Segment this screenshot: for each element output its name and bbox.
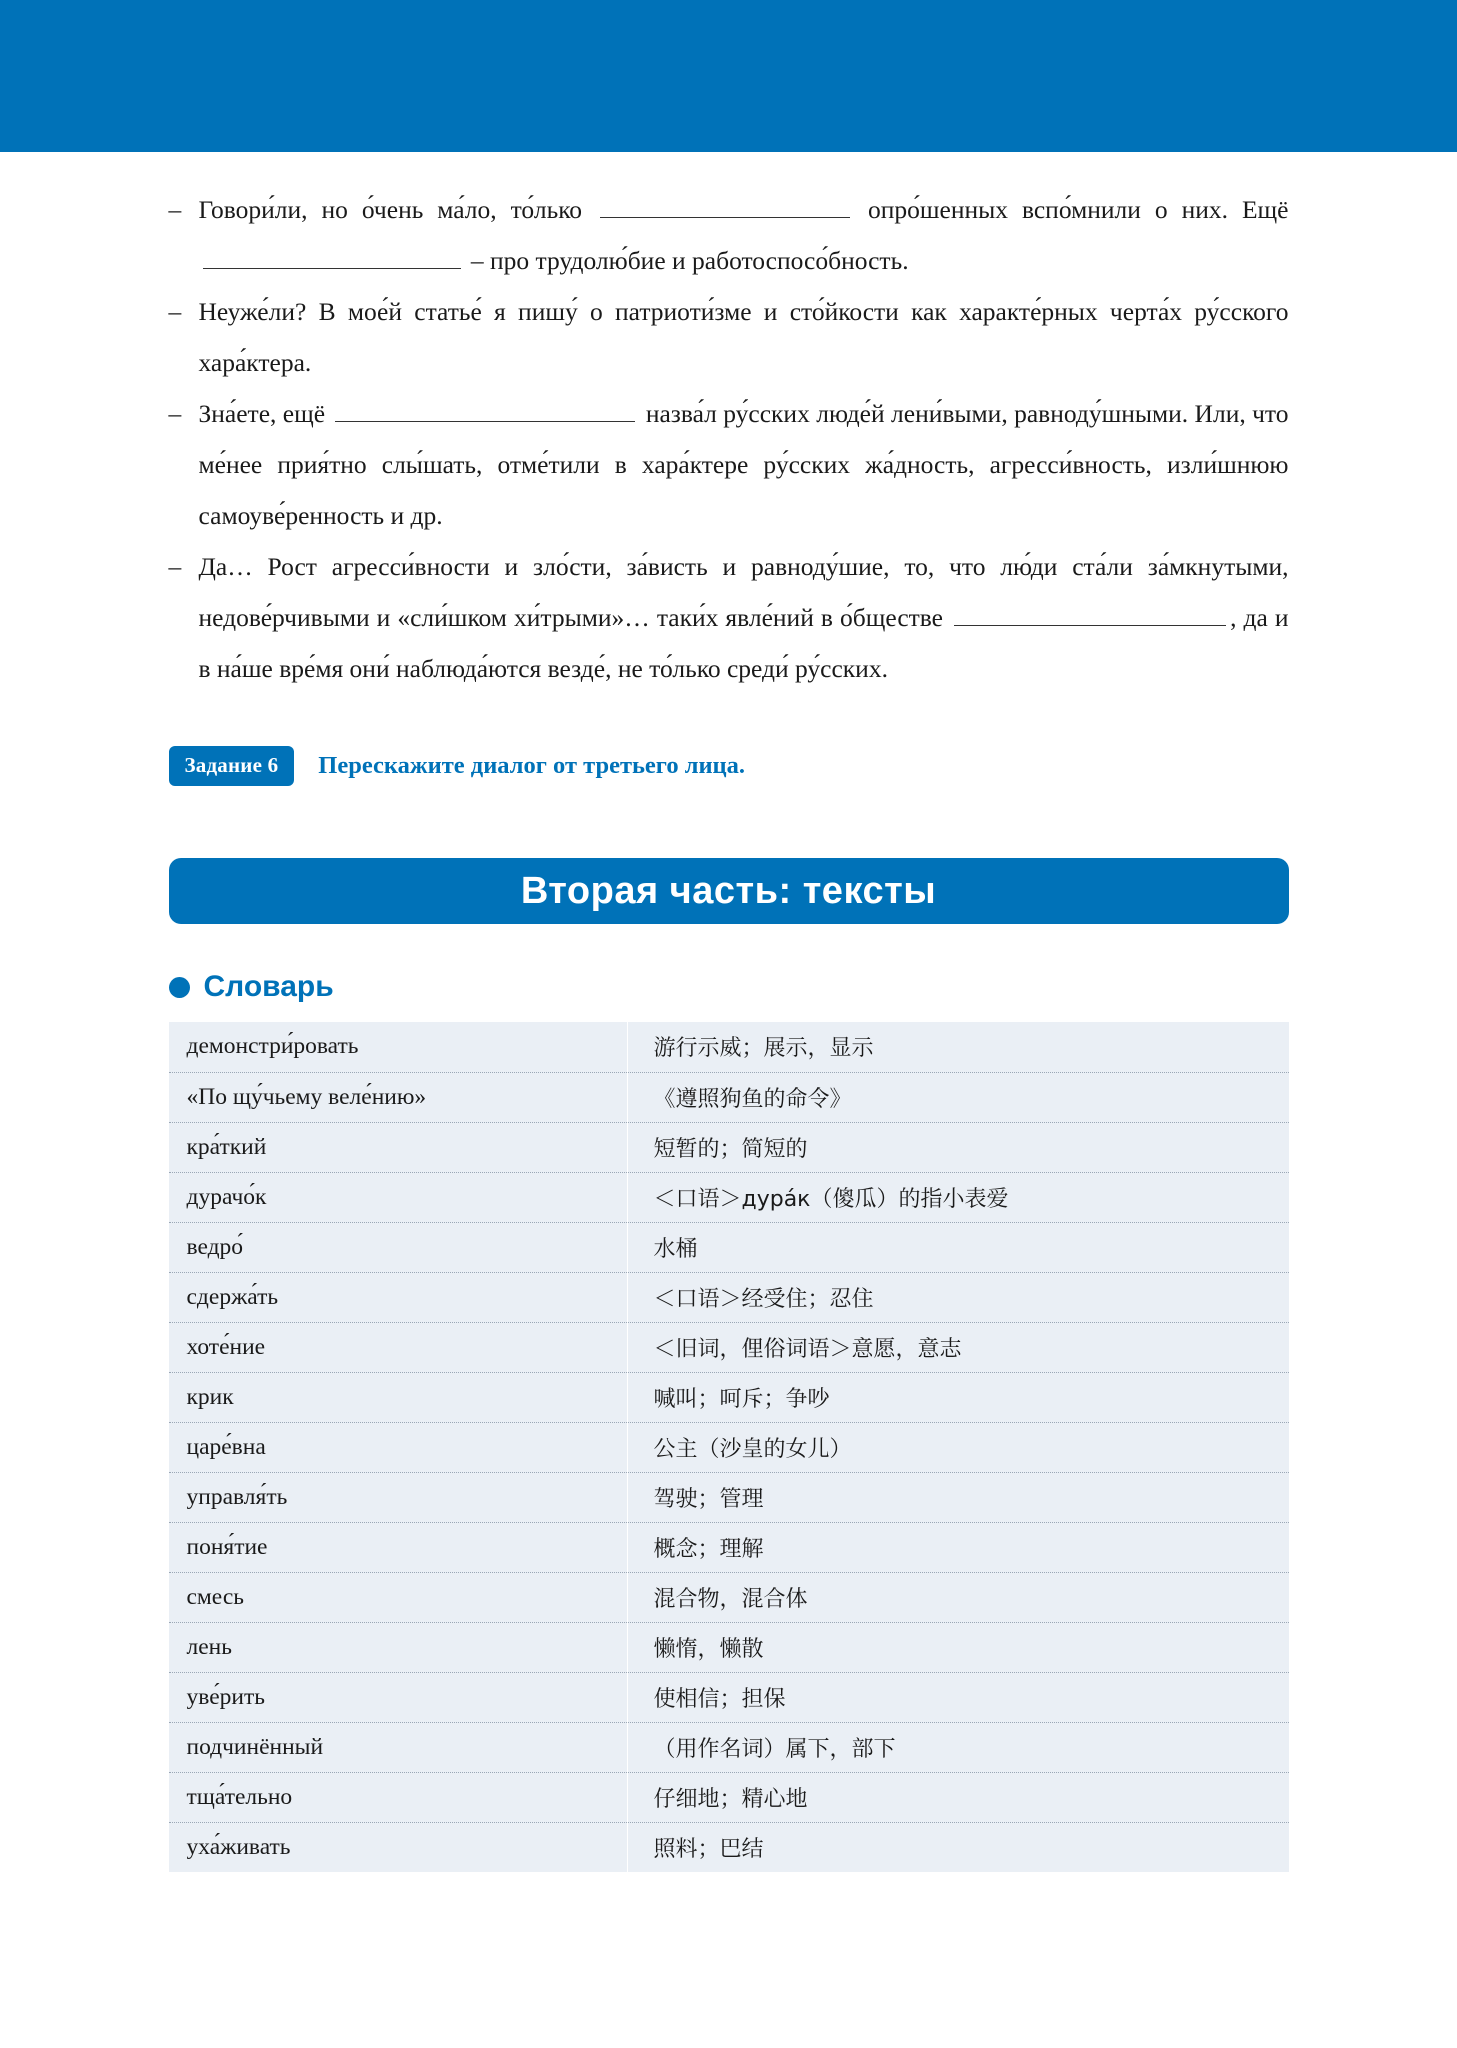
table-row bbox=[169, 1322, 1289, 1372]
vocabulary-term: дурачо́к bbox=[169, 1172, 628, 1222]
table-row bbox=[169, 1372, 1289, 1422]
vocabulary-gloss: 仔细地；精心地 bbox=[627, 1772, 1289, 1822]
vocabulary-gloss: 喊叫；呵斥；争吵 bbox=[627, 1372, 1289, 1422]
table-row bbox=[169, 1422, 1289, 1472]
dialogue-line bbox=[169, 541, 1289, 694]
vocabulary-gloss: 短暂的；简短的 bbox=[627, 1122, 1289, 1172]
vocabulary-term: управля́ть bbox=[169, 1472, 628, 1522]
vocabulary-heading-label: Словарь bbox=[203, 970, 334, 1003]
table-row bbox=[169, 1572, 1289, 1622]
table-row bbox=[169, 1772, 1289, 1822]
dialogue-dash: – bbox=[168, 195, 182, 224]
table-row bbox=[169, 1272, 1289, 1322]
vocabulary-term: демонстри́ровать bbox=[169, 1022, 628, 1072]
vocabulary-heading bbox=[169, 970, 1289, 1004]
vocabulary-gloss: （用作名词）属下，部下 bbox=[627, 1722, 1289, 1772]
table-row bbox=[169, 1822, 1289, 1872]
vocabulary-term: сдержа́ть bbox=[169, 1272, 628, 1322]
vocabulary-gloss: ＜口语＞经受住；忍住 bbox=[627, 1272, 1289, 1322]
dialogue-text: опро́шенных вспо́мнили о них. Ещё bbox=[854, 195, 1289, 224]
vocabulary-term: поня́тие bbox=[169, 1522, 628, 1572]
vocabulary-gloss: 水桶 bbox=[627, 1222, 1289, 1272]
vocabulary-term: уха́живать bbox=[169, 1822, 628, 1872]
fill-in-blank[interactable] bbox=[600, 191, 850, 218]
table-row bbox=[169, 1022, 1289, 1072]
dialogue-line bbox=[169, 286, 1289, 388]
vocabulary-gloss: 使相信；担保 bbox=[627, 1672, 1289, 1722]
table-row bbox=[169, 1622, 1289, 1672]
vocabulary-gloss: ＜口语＞дура́к（傻瓜）的指小表爱 bbox=[627, 1172, 1289, 1222]
vocabulary-gloss: 《遵照狗鱼的命令》 bbox=[627, 1072, 1289, 1122]
vocabulary-gloss: 游行示威；展示，显示 bbox=[627, 1022, 1289, 1072]
vocabulary-table-body bbox=[169, 1022, 1289, 1872]
page-body bbox=[0, 152, 1457, 1872]
vocabulary-term: хоте́ние bbox=[169, 1322, 628, 1372]
vocabulary-gloss: 公主（沙皇的女儿） bbox=[627, 1422, 1289, 1472]
vocabulary-term: лень bbox=[169, 1622, 628, 1672]
content-column bbox=[169, 152, 1289, 1872]
vocabulary-term: кра́ткий bbox=[169, 1122, 628, 1172]
table-row bbox=[169, 1672, 1289, 1722]
vocabulary-term: подчинённый bbox=[169, 1722, 628, 1772]
table-row bbox=[169, 1472, 1289, 1522]
vocabulary-term: ведро́ bbox=[169, 1222, 628, 1272]
dialogue-text: Зна́ете, ещё bbox=[198, 399, 332, 428]
task-badge: Задание 6 bbox=[169, 746, 295, 786]
page-header-band bbox=[0, 0, 1457, 152]
vocabulary-term: «По щу́чьему веле́нию» bbox=[169, 1072, 628, 1122]
fill-in-blank[interactable] bbox=[203, 242, 461, 269]
task-instruction: Перескажите диалог от третьего лица. bbox=[318, 752, 746, 779]
fill-in-blank[interactable] bbox=[335, 395, 635, 422]
dialogue-dash: – bbox=[168, 552, 182, 581]
vocabulary-gloss: ＜旧词，俚俗词语＞意愿，意志 bbox=[627, 1322, 1289, 1372]
dialogue-dash: – bbox=[168, 297, 182, 326]
dialogue-list bbox=[169, 184, 1289, 694]
vocabulary-gloss: 概念；理解 bbox=[627, 1522, 1289, 1572]
task-row bbox=[169, 746, 1289, 786]
table-row bbox=[169, 1222, 1289, 1272]
dialogue-line bbox=[169, 388, 1289, 541]
dialogue-text: Неуже́ли? В мое́й статье́ я пишу́ о патриоти́зме и сто́йкости как характе́рных черта́х ру́сского хара́ктера. bbox=[198, 297, 1289, 377]
table-row bbox=[169, 1122, 1289, 1172]
table-row bbox=[169, 1722, 1289, 1772]
vocabulary-term: тща́тельно bbox=[169, 1772, 628, 1822]
vocabulary-term: уве́рить bbox=[169, 1672, 628, 1722]
vocabulary-term: царе́вна bbox=[169, 1422, 628, 1472]
section-banner-title: Вторая часть: тексты bbox=[520, 869, 937, 912]
fill-in-blank[interactable] bbox=[954, 599, 1226, 626]
vocabulary-gloss: 混合物，混合体 bbox=[627, 1572, 1289, 1622]
dialogue-text: назва́л ру́сских люде́й лени́выми, равноду́шными. Или, что ме́нее прия́тно слы́шать, отме́тили в хара́ктере ру́сских жа́дность, агресси́вность, изли́шнюю самоуве́ренность и др. bbox=[198, 399, 1289, 530]
dialogue-text: Говори́ли, но о́чень ма́ло, то́лько bbox=[198, 195, 597, 224]
dialogue-line bbox=[169, 184, 1289, 286]
dialogue-text: , да и в на́ше вре́мя они́ наблюда́ются везде́, не то́лько среди́ ру́сских. bbox=[198, 603, 1289, 683]
vocabulary-gloss: 照料；巴结 bbox=[653, 1836, 764, 1862]
vocabulary-gloss: 驾驶；管理 bbox=[627, 1472, 1289, 1522]
table-row bbox=[169, 1172, 1289, 1222]
bullet-dot-icon bbox=[169, 977, 190, 998]
vocabulary-term: крик bbox=[169, 1372, 628, 1422]
vocabulary-term: смесь bbox=[169, 1572, 628, 1622]
table-row bbox=[169, 1072, 1289, 1122]
dialogue-text: – про трудолю́бие и работоспосо́бность. bbox=[464, 246, 909, 275]
table-row bbox=[169, 1522, 1289, 1572]
vocabulary-gloss: 懒惰，懒散 bbox=[627, 1622, 1289, 1672]
dialogue-dash: – bbox=[168, 399, 182, 428]
vocabulary-table bbox=[169, 1022, 1289, 1872]
dialogue-text: Да… Рост агресси́вности и зло́сти, за́висть и равноду́шие, то, что лю́ди ста́ли за́мкнутыми, недове́рчивыми и «сли́шком хи́трыми»… таки́х явле́ний в о́бществе bbox=[198, 552, 1289, 632]
section-banner bbox=[169, 858, 1289, 924]
